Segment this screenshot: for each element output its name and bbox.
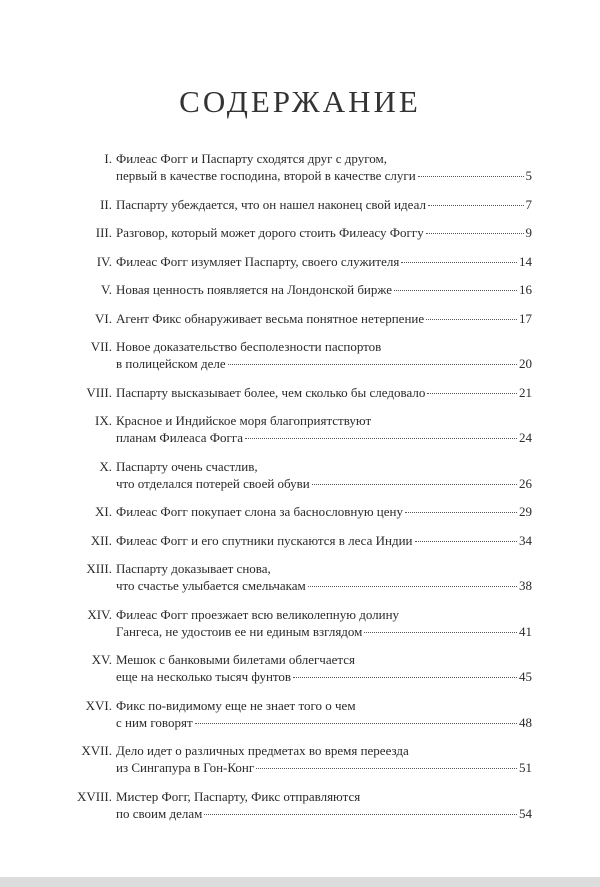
table-of-contents (60, 150, 532, 833)
chapter-title-line: Филеас Фогг проезжает всю великолепную долину (116, 606, 400, 622)
page-number: 17 (519, 310, 532, 326)
toc-entry (60, 788, 532, 822)
toc-entry (60, 281, 532, 298)
toc-entry (60, 196, 532, 213)
dot-leader (394, 290, 517, 291)
chapter-number: V. (101, 282, 112, 297)
dot-leader (312, 484, 517, 485)
chapter-number: XII. (90, 532, 112, 548)
chapter-number: XV. (91, 652, 112, 667)
dot-leader (204, 814, 517, 815)
chapter-number: XVII. (81, 743, 112, 758)
chapter-title (116, 532, 532, 549)
dot-leader (418, 176, 524, 177)
chapter-title-line: Паспарту убеждается, что он нашел наконец свой идеал (116, 196, 426, 212)
page-number: 26 (519, 475, 532, 491)
chapter-title-line: Агент Фикс обнаруживает весьма понятное нетерпение (116, 310, 425, 326)
page-number: 34 (519, 532, 532, 548)
chapter-title-line: Красное и Индийское моря благоприятствуют (116, 413, 372, 428)
toc-entry (60, 384, 532, 401)
dot-leader (195, 723, 517, 724)
chapter-title (116, 384, 532, 401)
dot-leader (293, 677, 517, 678)
chapter-title (116, 338, 532, 372)
chapter-number: VII. (90, 339, 112, 354)
page-number: 41 (519, 623, 532, 639)
toc-entry (60, 560, 532, 594)
dot-leader (405, 512, 517, 513)
dot-leader (428, 205, 524, 206)
toc-entry (60, 606, 532, 640)
dot-leader (415, 541, 518, 542)
chapter-title (116, 560, 532, 594)
chapter-number: IX. (95, 413, 112, 428)
chapter-title-line: Паспарту доказывает снова, (116, 561, 271, 576)
chapter-title (116, 253, 532, 270)
toc-entry (60, 224, 532, 241)
toc-entry (60, 532, 532, 549)
page-number: 51 (519, 760, 532, 775)
chapter-title (116, 788, 532, 822)
chapter-title-line: по своим делам (116, 805, 203, 821)
chapter-title-line: Новое доказательство бесполезности паспортов (116, 339, 382, 354)
chapter-title (116, 742, 532, 776)
page-number: 7 (525, 196, 532, 212)
chapter-title (116, 196, 532, 213)
chapter-number: X. (99, 458, 112, 474)
chapter-number: VI. (95, 310, 112, 326)
chapter-title-line: Филеас Фогг и Паспарту сходятся друг с другом, (116, 151, 387, 166)
chapter-title-line: Фикс по-видимому еще не знает того о чем (116, 697, 356, 713)
chapter-title-line: Филеас Фогг и его спутники пускаются в леса Индии (116, 532, 413, 548)
dot-leader (401, 262, 517, 263)
toc-entry (60, 503, 532, 520)
chapter-title (116, 606, 532, 640)
chapter-title-line: Филеас Фогг изумляет Паспарту, своего служителя (116, 253, 400, 269)
chapter-title-line: из Сингапура в Гон-Конг (116, 760, 255, 775)
toc-entry (60, 651, 532, 685)
dot-leader (426, 233, 524, 234)
chapter-number: II. (100, 196, 112, 212)
chapter-title-line: Разговор, который может дорого стоить Филеасу Фоггу (116, 225, 424, 240)
chapter-number: XVIII. (76, 788, 112, 804)
chapter-title-line: что счастье улыбается смельчакам (116, 578, 306, 593)
chapter-title (116, 310, 532, 327)
chapter-title-line: планам Филеаса Фогга (116, 430, 243, 445)
page-number: 24 (519, 430, 532, 445)
dot-leader (245, 438, 517, 439)
chapter-title-line: Филеас Фогг покупает слона за баснословную цену (116, 504, 403, 519)
chapter-title-line: Новая ценность появляется на Лондонской бирже (116, 282, 392, 297)
dot-leader (364, 632, 517, 633)
chapter-title (116, 224, 532, 241)
chapter-title-line: что отделался потерей своей обуви (116, 475, 310, 491)
chapter-title (116, 697, 532, 731)
toc-entry (60, 458, 532, 492)
dot-leader (308, 586, 517, 587)
toc-entry (60, 338, 532, 372)
toc-entry (60, 253, 532, 270)
chapter-title-line: в полицейском деле (116, 356, 226, 371)
chapter-title-line: Мешок с банковыми билетами облегчается (116, 652, 355, 667)
page-number: 54 (519, 805, 532, 821)
chapter-title (116, 458, 532, 492)
page-number: 9 (525, 225, 532, 240)
page-number: 16 (519, 282, 532, 297)
chapter-title (116, 651, 532, 685)
dot-leader (427, 393, 517, 394)
page-title: СОДЕРЖАНИЕ (179, 84, 421, 119)
page-number: 20 (519, 356, 532, 371)
page-number: 5 (525, 168, 532, 183)
chapter-title-line: с ним говорят (116, 714, 193, 730)
chapter-number: VIII. (86, 384, 112, 400)
page-number: 45 (519, 669, 532, 684)
chapter-number: IV. (96, 253, 112, 269)
chapter-title (116, 281, 532, 298)
page-number: 38 (519, 578, 532, 593)
dot-leader (426, 319, 517, 320)
chapter-title-line: Паспарту очень счастлив, (116, 458, 258, 474)
chapter-title-line: еще на несколько тысяч фунтов (116, 669, 292, 684)
chapter-number: XIII. (86, 561, 112, 576)
toc-entry (60, 150, 532, 184)
page-number: 14 (519, 253, 532, 269)
chapter-number: XIV. (87, 606, 112, 622)
chapter-title (116, 503, 532, 520)
page-number: 48 (519, 714, 532, 730)
toc-entry (60, 310, 532, 327)
chapter-title (116, 412, 532, 446)
chapter-number: III. (95, 225, 112, 240)
page-edge (0, 877, 600, 887)
chapter-title-line: Мистер Фогг, Паспарту, Фикс отправляются (116, 788, 361, 804)
chapter-title (116, 150, 532, 184)
toc-entry (60, 697, 532, 731)
toc-entry (60, 412, 532, 446)
chapter-title-line: первый в качестве господина, второй в качестве слуги (116, 168, 416, 183)
chapter-title-line: Гангеса, не удостоив ее ни единым взглядом (116, 623, 363, 639)
chapter-number: XI. (95, 504, 112, 519)
chapter-number: I. (104, 151, 112, 166)
dot-leader (256, 768, 517, 769)
chapter-number: XVI. (85, 697, 112, 713)
toc-entry (60, 742, 532, 776)
chapter-title-line: Дело идет о различных предметах во время переезда (116, 743, 409, 758)
page-number: 21 (519, 384, 532, 400)
dot-leader (228, 364, 517, 365)
page-number: 29 (519, 504, 532, 519)
chapter-title-line: Паспарту высказывает более, чем сколько бы следовало (116, 384, 426, 400)
